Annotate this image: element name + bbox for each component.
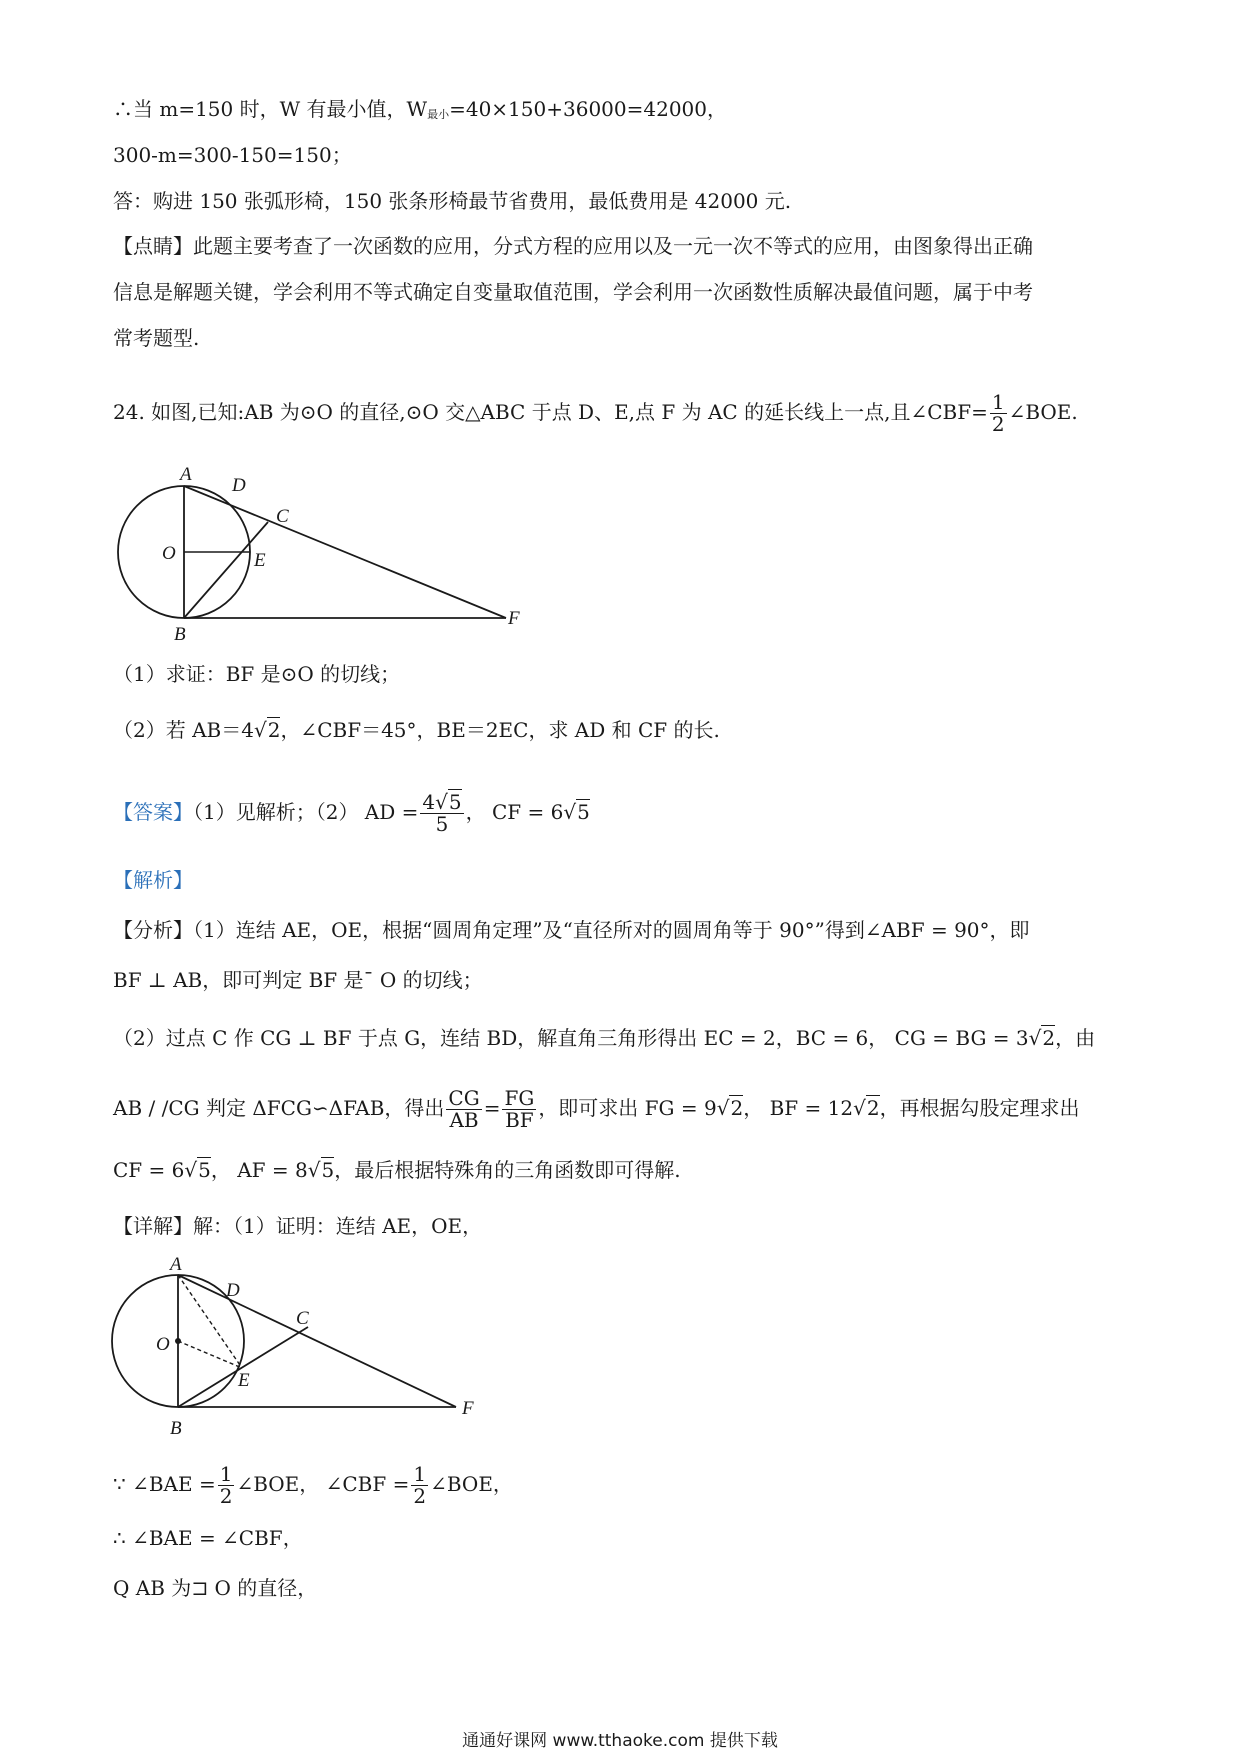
question-24: 24. 如图,已知:AB 为⊙O 的直径,⊙O 交△ABC 于点 D、E,点 F 为 AC 的延长线上一点,且∠CBF= $\frac{1}{2}$ ∠BOE.	[113, 390, 1078, 436]
xiangjie-line: 【详解】解：（1）证明：连结 AE，OE，	[113, 1214, 483, 1238]
proof-line-1: ∵ ∠BAE = $\frac{1}{2}$ ∠BOE， ∠CBF = $\frac{1}{2}$ ∠BOE，	[113, 1462, 513, 1508]
text-line-3: 答：购进 150 张弧形椅，150 张条形椅最节省费用，最低费用是 42000 元.	[113, 189, 792, 213]
label-d: D	[232, 475, 246, 496]
fraction-ad: $\frac{4√5}{5}$	[422, 790, 462, 836]
dianjing-line-3: 常考题型.	[113, 326, 200, 350]
geometry-figure-2	[100, 1256, 500, 1446]
fenxi-line-4: AB / /CG 判定 ΔFCG∽ΔFAB，得出 $\frac{CG}{AB}$ = $\frac{FG}{BF}$ ，即可求出 FG = 9√2， BF = 12√2，再根据勾股定理求出	[113, 1086, 1080, 1132]
svg-text:D: D	[226, 1280, 240, 1301]
analysis-tag: 【解析】	[113, 868, 193, 892]
svg-text:C: C	[296, 1308, 309, 1329]
fenxi-line-3: （2）过点 C 作 CG ⊥ BF 于点 G，连结 BD，解直角三角形得出 EC = 2，BC = 6， CG = BG = 3√2，由	[113, 1026, 1096, 1050]
svg-text:B: B	[170, 1418, 182, 1439]
label-f: F	[508, 608, 520, 629]
answer-tag: 【答案】	[113, 800, 193, 824]
text-line-2: 300-m=300-150=150；	[113, 143, 352, 167]
svg-text:A: A	[170, 1256, 182, 1275]
fraction-half-2: $\frac{1}{2}$	[413, 1462, 427, 1508]
svg-text:O: O	[156, 1334, 170, 1355]
proof-line-3: Q AB 为⊐ O 的直径，	[113, 1576, 318, 1600]
fenxi-line-1: 【分析】（1）连结 AE，OE，根据“圆周角定理”及“直径所对的圆周角等于 90°”得到∠ABF = 90°，即	[113, 918, 1030, 942]
label-c: C	[276, 506, 289, 527]
fraction-cg-ab: $\frac{CG}{AB}$	[448, 1086, 480, 1132]
label-a: A	[180, 464, 192, 485]
dianjing-line-1: 【点睛】此题主要考查了一次函数的应用，分式方程的应用以及一元一次不等式的应用，由图象得出正确	[113, 234, 1033, 258]
dianjing-line-2: 信息是解题关键，学会利用不等式确定自变量取值范围，学会利用一次函数性质解决最值问题，属于中考	[113, 280, 1033, 304]
fraction-half-1: $\frac{1}{2}$	[219, 1462, 233, 1508]
fenxi-line-5: CF = 6√5， AF = 8√5，最后根据特殊角的三角函数即可得解.	[113, 1158, 681, 1182]
fenxi-line-2: BF ⊥ AB，即可判定 BF 是¯ O 的切线；	[113, 968, 483, 992]
svg-text:E: E	[238, 1370, 250, 1391]
proof-line-2: ∴ ∠BAE = ∠CBF，	[113, 1526, 303, 1550]
label-b: B	[174, 624, 186, 645]
fraction-fg-bf: $\frac{FG}{BF}$	[504, 1086, 535, 1132]
label-o: O	[162, 543, 176, 564]
fraction-half: $\frac{1}{2}$	[991, 390, 1005, 436]
geometry-figure-1	[110, 462, 530, 652]
subquestion-1: （1）求证：BF 是⊙O 的切线；	[113, 662, 401, 686]
text-line-1: ∴当 m=150 时，W 有最小值，W最小=40×150+36000=42000，	[113, 97, 727, 121]
footer: 通通好课网 www.tthaoke.com 提供下载	[462, 1731, 778, 1751]
subquestion-2: （2）若 AB＝4√2，∠CBF＝45°，BE＝2EC，求 AD 和 CF 的长.	[113, 718, 720, 742]
answer-line: 【答案】（1）见解析；（2） AD = $\frac{4√5}{5}$ ， CF = 6√5	[113, 790, 590, 836]
label-e: E	[254, 550, 266, 571]
svg-text:F: F	[462, 1398, 474, 1419]
